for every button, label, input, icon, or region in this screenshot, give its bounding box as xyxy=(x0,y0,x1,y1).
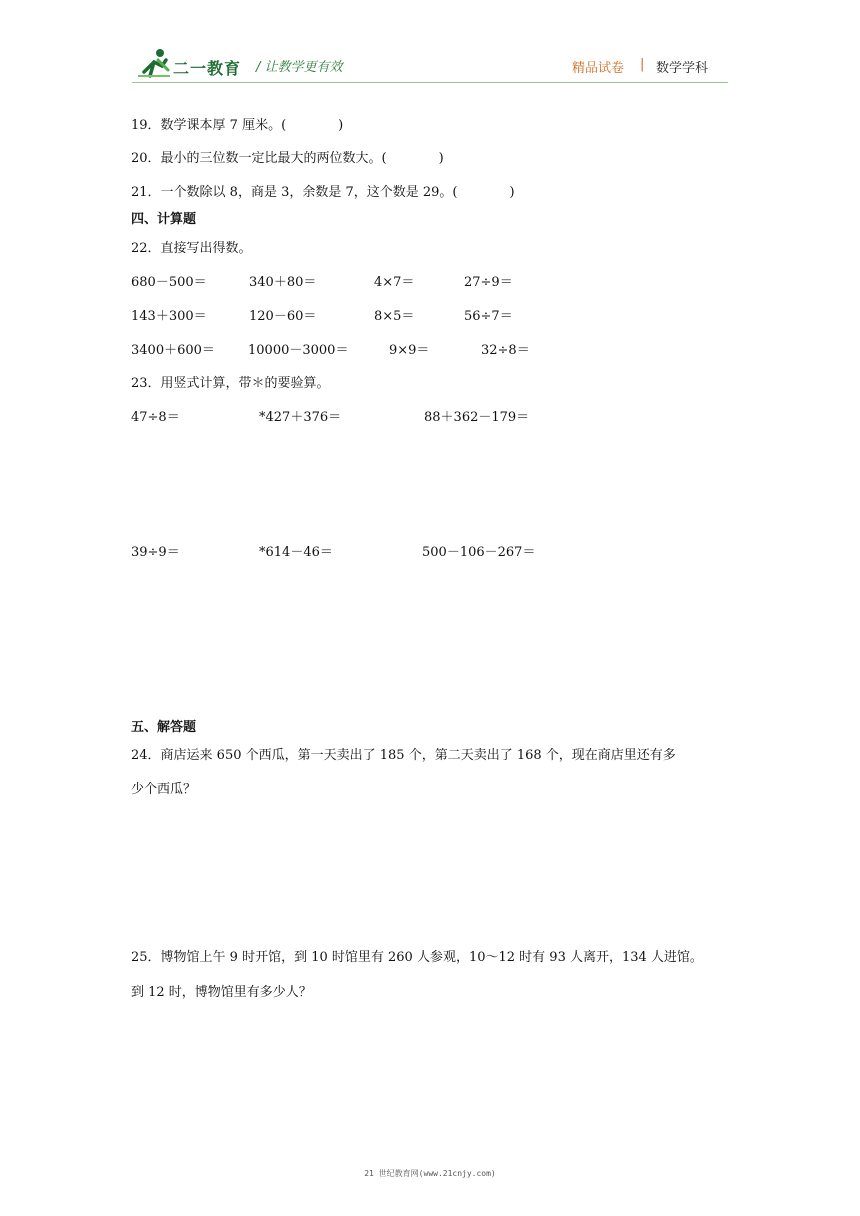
calc-22-r3-c1: 3400＋600＝ xyxy=(131,343,215,358)
slogan: / 让教学更有效 xyxy=(256,60,343,75)
logo-text: 二一教育 xyxy=(173,59,242,78)
calc-22-r2-c1: 143＋300＝ xyxy=(131,309,207,324)
calc-22-r2-c4: 56÷7＝ xyxy=(464,309,513,324)
calc-22-r3-c2: 10000－3000＝ xyxy=(248,343,349,358)
section-5-title: 五、解答题 xyxy=(131,720,197,735)
calc-23-r2-c3: 500－106－267＝ xyxy=(422,545,536,560)
calc-23-r2-c2: *614－46＝ xyxy=(259,545,333,560)
calc-23-r2-c1: 39÷9＝ xyxy=(131,545,180,560)
calc-22-r1-c1: 680－500＝ xyxy=(131,275,207,290)
question-21: 21．一个数除以 8，商是 3，余数是 7，这个数是 29。( ) xyxy=(131,185,515,200)
calc-22-r1-c3: 4×7＝ xyxy=(374,275,415,290)
question-19: 19．数学课本厚 7 厘米。( ) xyxy=(131,118,344,133)
question-24-line-1: 24．商店运来 650 个西瓜，第一天卖出了 185 个，第二天卖出了 168 个，现在商店里还有多 xyxy=(131,748,676,763)
question-23: 23．用竖式计算，带＊的要验算。 xyxy=(131,376,330,391)
calc-22-r3-c4: 32÷8＝ xyxy=(481,343,530,358)
question-25-line-2: 到 12 时，博物馆里有多少人？ xyxy=(131,985,312,1000)
calc-23-r1-c1: 47÷8＝ xyxy=(131,410,180,425)
calc-22-r2-c2: 120－60＝ xyxy=(249,309,317,324)
calc-22-r1-c4: 27÷9＝ xyxy=(464,275,513,290)
calc-22-r3-c3: 9×9＝ xyxy=(389,343,430,358)
question-20: 20．最小的三位数一定比最大的两位数大。( ) xyxy=(131,151,444,166)
section-4-title: 四、计算题 xyxy=(131,212,197,227)
question-22: 22．直接写出得数。 xyxy=(131,241,252,256)
header-tag-right: 数学学科 xyxy=(656,61,709,76)
page-header xyxy=(0,0,860,90)
calc-22-r2-c3: 8×5＝ xyxy=(374,309,415,324)
question-25-line-1: 25．博物馆上午 9 时开馆，到 10 时馆里有 260 人参观，10～12 时有 93 人离开，134 人进馆。 xyxy=(131,950,703,965)
header-separator: | xyxy=(640,57,645,72)
calc-22-r1-c2: 340＋80＝ xyxy=(249,275,317,290)
page-footer: 21 世纪教育网(www.21cnjy.com) xyxy=(364,1169,496,1178)
header-tag-left: 精品试卷 xyxy=(572,61,625,76)
header-divider xyxy=(132,82,728,83)
question-24-line-2: 少个西瓜？ xyxy=(131,782,197,797)
calc-23-r1-c2: *427＋376＝ xyxy=(259,410,342,425)
calc-23-r1-c3: 88＋362－179＝ xyxy=(424,410,530,425)
